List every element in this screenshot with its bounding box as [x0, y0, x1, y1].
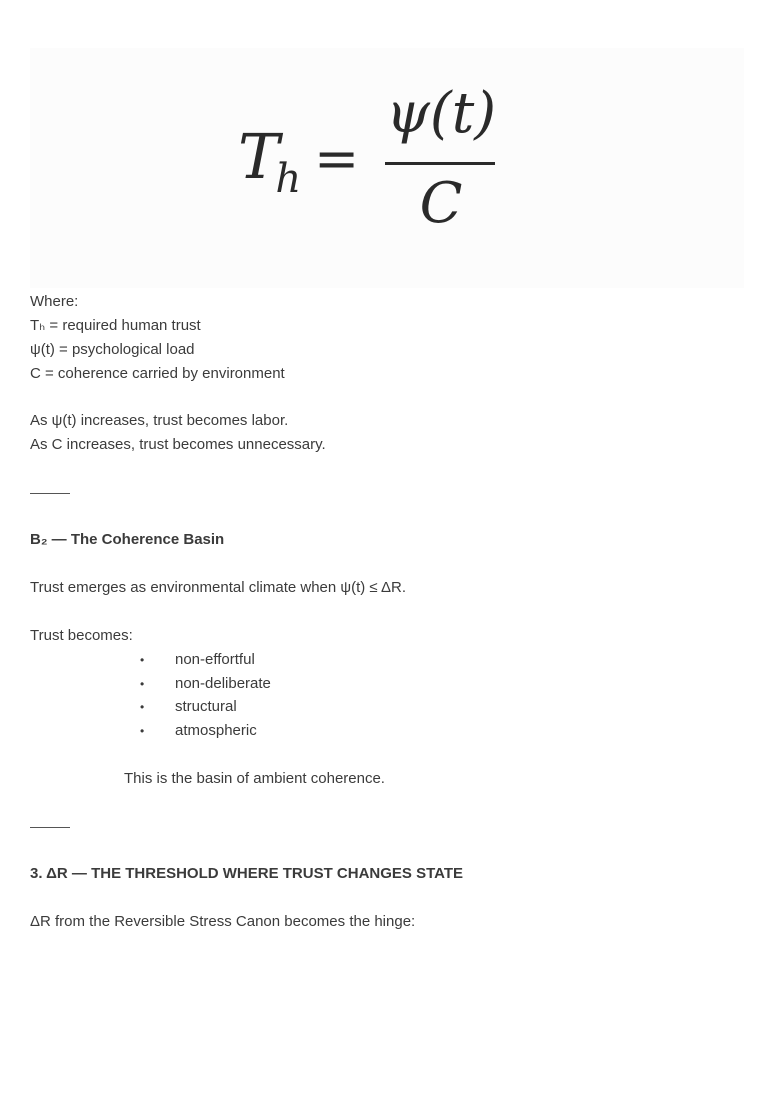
- bullet-marker: •: [140, 700, 145, 714]
- consequence-psi: As ψ(t) increases, trust becomes labor.: [30, 412, 289, 429]
- list-item: atmospheric: [175, 722, 257, 739]
- list-item: structural: [175, 698, 237, 715]
- formula-numerator: ψ(t): [386, 81, 497, 146]
- b2-intro: Trust emerges as environmental climate when ψ(t) ≤ ΔR.: [30, 579, 407, 596]
- section-divider: [30, 493, 70, 494]
- b2-list-label: Trust becomes:: [30, 627, 133, 644]
- fraction-bar: [385, 162, 495, 165]
- formula-lhs: $T_h$: [238, 120, 302, 202]
- trust-formula: [30, 48, 744, 288]
- section-divider: [30, 827, 70, 828]
- section-3-intro: ΔR from the Reversible Stress Canon becomes the hinge:: [30, 913, 416, 930]
- list-item: non-effortful: [175, 651, 255, 668]
- formula-equals: =: [314, 127, 360, 190]
- b2-closing: This is the basin of ambient coherence.: [124, 770, 385, 787]
- formula-denominator: C: [419, 171, 463, 236]
- consequence-c: As C increases, trust becomes unnecessary.: [30, 436, 326, 453]
- bullet-marker: •: [140, 677, 145, 691]
- bullet-marker: •: [140, 653, 145, 667]
- section-heading-3: 3. ΔR — THE THRESHOLD WHERE TRUST CHANGES STATE: [30, 865, 464, 882]
- formula-image: [30, 48, 744, 288]
- definition-c: C = coherence carried by environment: [30, 365, 285, 382]
- section-heading-b2: B₂ — The Coherence Basin: [30, 531, 225, 548]
- list-item: non-deliberate: [175, 675, 271, 692]
- definition-th: Tₕ = required human trust: [30, 317, 201, 334]
- bullet-marker: •: [140, 724, 145, 738]
- definition-psi: ψ(t) = psychological load: [30, 341, 195, 358]
- where-label: Where:: [30, 293, 79, 310]
